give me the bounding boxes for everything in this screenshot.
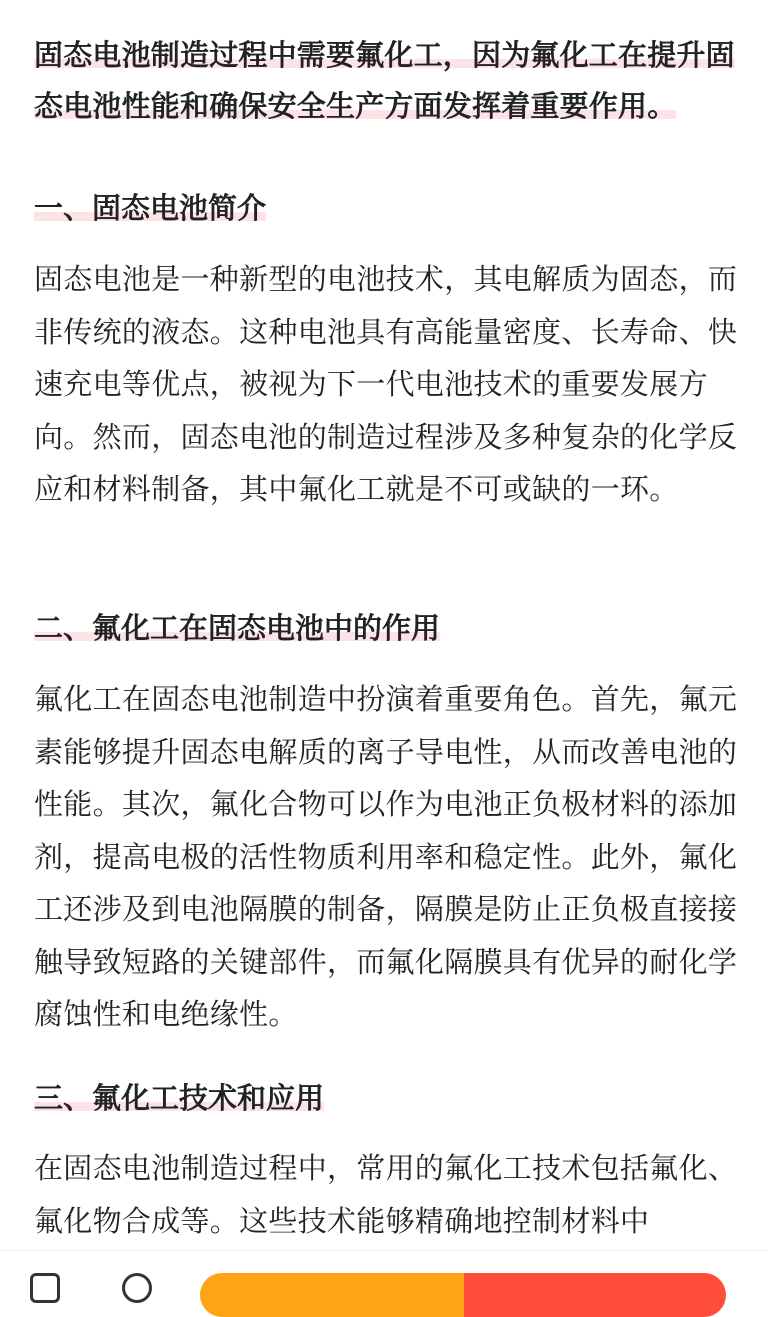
section-body-2: 氟化工在固态电池制造中扮演着重要角色。首先，氟元素能够提升固态电解质的离子导电性，从而改善电池的性能。其次，氟化合物可以作为电池正负极材料的添加剂，提高电极的活性物质利用率和稳定性。此外，氟化工还涉及到电池隔膜的制备，隔膜是防止正负极直接接触导致短路的关键部件，而氟化隔膜具有优异的耐化学腐蚀性和电绝缘性。	[34, 682, 738, 1031]
section-heading-1	[34, 188, 266, 228]
bottom-action-bar	[0, 1250, 768, 1285]
section-heading-1-text: 一、固态电池简介	[34, 191, 267, 225]
circle-icon[interactable]	[122, 1273, 152, 1303]
section-heading-3-text: 三、氟化工技术和应用	[34, 1081, 325, 1115]
article-lead	[34, 30, 744, 132]
section-body-3: 在固态电池制造过程中，常用的氟化工技术包括氟化、氟化物合成等。这些技术能够精确地控制材料中	[34, 1151, 738, 1238]
section-heading-3	[34, 1078, 324, 1118]
article-lead-text: 固态电池制造过程中需要氟化工，因为氟化工在提升固态电池性能和确保安全生产方面发挥着重要作用。	[34, 38, 735, 123]
square-icon[interactable]	[30, 1273, 60, 1303]
primary-action-left-button[interactable]	[200, 1273, 500, 1317]
section-heading-2-text: 二、氟化工在固态电池中的作用	[34, 611, 441, 645]
section-body-1: 固态电池是一种新型的电池技术，其电解质为固态，而非传统的液态。这种电池具有高能量密度、长寿命、快速充电等优点，被视为下一代电池技术的重要发展方向。然而，固态电池的制造过程涉及多种复杂的化学反应和材料制备，其中氟化工就是不可或缺的一环。	[34, 262, 738, 506]
primary-action-right-button[interactable]	[464, 1273, 726, 1317]
section-heading-2	[34, 608, 440, 648]
